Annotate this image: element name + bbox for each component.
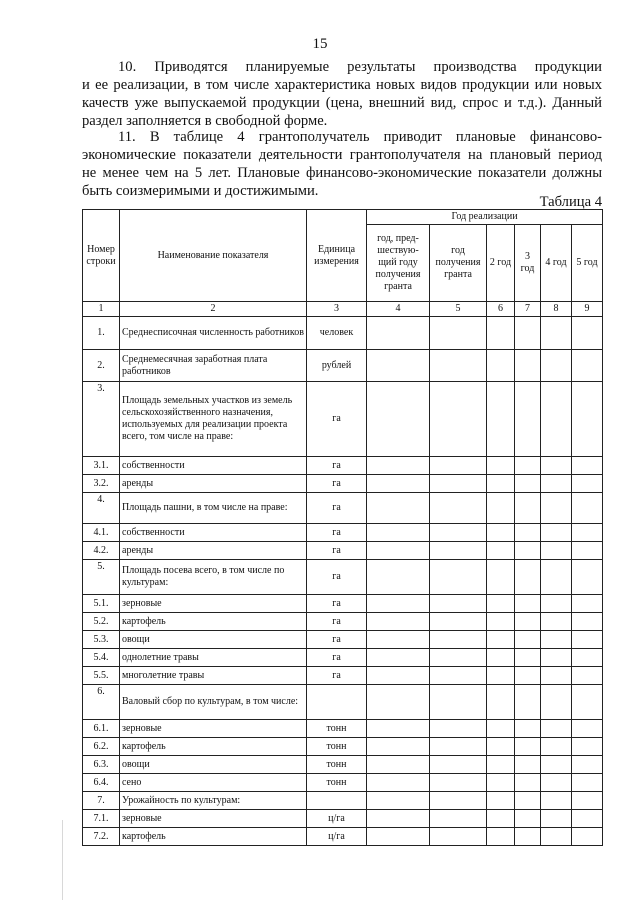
page-number: 15 [312, 36, 328, 52]
value-cell[interactable] [515, 685, 541, 720]
row-unit: ц/га [307, 828, 367, 846]
paragraph-line: раздел заполняется в свободной форме. [82, 113, 328, 129]
value-cell[interactable] [541, 756, 572, 774]
row-indicator: сено [120, 774, 307, 792]
column-number: 7 [515, 302, 541, 317]
financial-indicators-table [82, 209, 603, 846]
value-cell[interactable] [367, 457, 430, 475]
value-cell[interactable] [541, 317, 572, 350]
column-number: 6 [487, 302, 515, 317]
row-number: 6.2. [83, 738, 120, 756]
table-row [83, 560, 603, 595]
table-row [83, 613, 603, 631]
value-cell[interactable] [430, 475, 487, 493]
column-number: 3 [307, 302, 367, 317]
value-cell[interactable] [367, 613, 430, 631]
value-cell[interactable] [367, 828, 430, 846]
row-unit: га [307, 560, 367, 595]
row-number: 4.1. [83, 524, 120, 542]
value-cell[interactable] [572, 350, 603, 382]
value-cell[interactable] [572, 792, 603, 810]
value-cell[interactable] [541, 560, 572, 595]
row-indicator: зерновые [120, 810, 307, 828]
row-number: 7.2. [83, 828, 120, 846]
row-indicator: собственности [120, 457, 307, 475]
table-row [83, 382, 603, 457]
value-cell[interactable] [367, 595, 430, 613]
table-caption: Таблица 4 [539, 194, 602, 210]
value-cell[interactable] [367, 382, 430, 457]
row-indicator: овощи [120, 756, 307, 774]
paragraph-line: 11. В таблице 4 грантополучатель приводит плановые финансово- [118, 129, 602, 145]
value-cell[interactable] [367, 524, 430, 542]
value-cell[interactable] [541, 774, 572, 792]
value-cell[interactable] [487, 493, 515, 524]
table-row [83, 457, 603, 475]
row-unit: ц/га [307, 810, 367, 828]
header-year-5: 5 год [572, 225, 603, 302]
value-cell[interactable] [487, 667, 515, 685]
paragraph-10 [82, 58, 602, 130]
row-indicator: овощи [120, 631, 307, 649]
row-unit: рублей [307, 350, 367, 382]
value-cell[interactable] [487, 613, 515, 631]
value-cell[interactable] [367, 756, 430, 774]
column-number: 8 [541, 302, 572, 317]
value-cell[interactable] [430, 560, 487, 595]
value-cell[interactable] [367, 317, 430, 350]
row-number: 1. [83, 317, 120, 350]
header-grant-year: год получения гранта [430, 225, 487, 302]
row-indicator: картофель [120, 613, 307, 631]
value-cell[interactable] [430, 792, 487, 810]
value-cell[interactable] [487, 595, 515, 613]
value-cell[interactable] [487, 524, 515, 542]
table-row [83, 524, 603, 542]
paragraph-line: 10. Приводятся планируемые результаты производства продукции [118, 59, 602, 75]
row-unit: га [307, 475, 367, 493]
value-cell[interactable] [487, 350, 515, 382]
row-unit: га [307, 667, 367, 685]
value-cell[interactable] [541, 720, 572, 738]
row-unit: га [307, 595, 367, 613]
value-cell[interactable] [572, 560, 603, 595]
value-cell[interactable] [430, 350, 487, 382]
value-cell[interactable] [430, 613, 487, 631]
value-cell[interactable] [541, 350, 572, 382]
value-cell[interactable] [572, 667, 603, 685]
header-prev-year: год, пред-шествую-щий году получения гранта [367, 225, 430, 302]
value-cell[interactable] [541, 649, 572, 667]
value-cell[interactable] [430, 720, 487, 738]
row-indicator: аренды [120, 475, 307, 493]
row-indicator: зерновые [120, 720, 307, 738]
row-unit [307, 792, 367, 810]
value-cell[interactable] [572, 685, 603, 720]
row-number: 6. [83, 685, 120, 720]
row-indicator: аренды [120, 542, 307, 560]
row-indicator: картофель [120, 738, 307, 756]
value-cell[interactable] [487, 457, 515, 475]
table-row [83, 756, 603, 774]
value-cell[interactable] [367, 631, 430, 649]
value-cell[interactable] [541, 595, 572, 613]
row-number: 5.1. [83, 595, 120, 613]
value-cell[interactable] [572, 542, 603, 560]
value-cell[interactable] [430, 667, 487, 685]
value-cell[interactable] [515, 457, 541, 475]
value-cell[interactable] [515, 350, 541, 382]
table-row [83, 631, 603, 649]
row-indicator: собственности [120, 524, 307, 542]
value-cell[interactable] [430, 493, 487, 524]
value-cell[interactable] [367, 475, 430, 493]
value-cell[interactable] [430, 457, 487, 475]
value-cell[interactable] [430, 649, 487, 667]
column-number: 4 [367, 302, 430, 317]
row-indicator: Среднесписочная численность работников [120, 317, 307, 350]
value-cell[interactable] [367, 738, 430, 756]
row-indicator: однолетние травы [120, 649, 307, 667]
row-indicator: Валовый сбор по культурам, в том числе: [120, 685, 307, 720]
header-year-group: Год реализации [367, 210, 603, 225]
value-cell[interactable] [541, 382, 572, 457]
row-unit: га [307, 613, 367, 631]
value-cell[interactable] [572, 613, 603, 631]
value-cell[interactable] [430, 524, 487, 542]
value-cell[interactable] [487, 317, 515, 350]
row-indicator: Площадь пашни, в том числе на праве: [120, 493, 307, 524]
value-cell[interactable] [515, 649, 541, 667]
value-cell[interactable] [541, 828, 572, 846]
value-cell[interactable] [515, 613, 541, 631]
row-number: 3.2. [83, 475, 120, 493]
value-cell[interactable] [367, 560, 430, 595]
value-cell[interactable] [515, 828, 541, 846]
row-number: 5.2. [83, 613, 120, 631]
table-row [83, 350, 603, 382]
value-cell[interactable] [430, 685, 487, 720]
value-cell[interactable] [367, 649, 430, 667]
header-row-number: Номер строки [83, 210, 120, 302]
value-cell[interactable] [572, 475, 603, 493]
value-cell[interactable] [515, 774, 541, 792]
value-cell[interactable] [430, 317, 487, 350]
row-unit: человек [307, 317, 367, 350]
value-cell[interactable] [572, 457, 603, 475]
row-unit: га [307, 524, 367, 542]
value-cell[interactable] [487, 738, 515, 756]
value-cell[interactable] [487, 828, 515, 846]
value-cell[interactable] [515, 524, 541, 542]
value-cell[interactable] [572, 649, 603, 667]
row-unit: га [307, 649, 367, 667]
value-cell[interactable] [367, 542, 430, 560]
row-number: 2. [83, 350, 120, 382]
row-number: 3.1. [83, 457, 120, 475]
value-cell[interactable] [541, 685, 572, 720]
value-cell[interactable] [430, 631, 487, 649]
value-cell[interactable] [572, 756, 603, 774]
row-unit: тонн [307, 738, 367, 756]
paragraph-line: и ее реализации, в том числе характеристика новых видов продукции или новых [82, 77, 602, 93]
row-unit: тонн [307, 720, 367, 738]
header-unit: Единица измерения [307, 210, 367, 302]
value-cell[interactable] [572, 774, 603, 792]
value-cell[interactable] [367, 685, 430, 720]
value-cell[interactable] [430, 774, 487, 792]
value-cell[interactable] [541, 475, 572, 493]
table-row [83, 685, 603, 720]
value-cell[interactable] [487, 792, 515, 810]
value-cell[interactable] [367, 720, 430, 738]
value-cell[interactable] [367, 774, 430, 792]
column-number: 9 [572, 302, 603, 317]
value-cell[interactable] [515, 475, 541, 493]
header-year-2: 2 год [487, 225, 515, 302]
value-cell[interactable] [430, 542, 487, 560]
row-indicator: многолетние травы [120, 667, 307, 685]
row-number: 4. [83, 493, 120, 524]
value-cell[interactable] [541, 493, 572, 524]
value-cell[interactable] [572, 631, 603, 649]
value-cell[interactable] [515, 792, 541, 810]
column-number: 2 [120, 302, 307, 317]
table-row [83, 667, 603, 685]
row-indicator: зерновые [120, 595, 307, 613]
row-number: 7. [83, 792, 120, 810]
value-cell[interactable] [430, 595, 487, 613]
value-cell[interactable] [541, 810, 572, 828]
row-unit: тонн [307, 756, 367, 774]
value-cell[interactable] [515, 631, 541, 649]
table-row [83, 595, 603, 613]
table-row [83, 738, 603, 756]
value-cell[interactable] [541, 792, 572, 810]
value-cell[interactable] [541, 667, 572, 685]
paragraph-line: качеств уже выпускаемой продукции (цена, внешний вид, спрос и т.д.). Данный [82, 95, 602, 111]
value-cell[interactable] [367, 810, 430, 828]
row-unit: га [307, 457, 367, 475]
row-number: 7.1. [83, 810, 120, 828]
value-cell[interactable] [430, 382, 487, 457]
value-cell[interactable] [515, 738, 541, 756]
row-indicator: Площадь посева всего, в том числе по культурам: [120, 560, 307, 595]
row-number: 5.4. [83, 649, 120, 667]
value-cell[interactable] [487, 685, 515, 720]
value-cell[interactable] [487, 649, 515, 667]
header-year-4: 4 год [541, 225, 572, 302]
table-row [83, 792, 603, 810]
row-number: 5.3. [83, 631, 120, 649]
table-row [83, 649, 603, 667]
table-row [83, 542, 603, 560]
value-cell[interactable] [572, 317, 603, 350]
value-cell[interactable] [367, 667, 430, 685]
paragraph-11 [82, 128, 602, 200]
value-cell[interactable] [541, 457, 572, 475]
value-cell[interactable] [487, 810, 515, 828]
value-cell[interactable] [541, 542, 572, 560]
scan-margin-line [62, 820, 63, 900]
value-cell[interactable] [572, 595, 603, 613]
value-cell[interactable] [515, 493, 541, 524]
header-year-3: 3 год [515, 225, 541, 302]
value-cell[interactable] [541, 613, 572, 631]
row-unit: га [307, 493, 367, 524]
row-number: 6.4. [83, 774, 120, 792]
paragraph-line: экономические показатели деятельности грантополучателя на плановый период [82, 147, 602, 163]
paragraph-line: быть соизмеримыми и достижимыми. [82, 183, 319, 199]
column-number: 1 [83, 302, 120, 317]
value-cell[interactable] [430, 738, 487, 756]
row-number: 6.3. [83, 756, 120, 774]
row-number: 5. [83, 560, 120, 595]
value-cell[interactable] [515, 542, 541, 560]
value-cell[interactable] [541, 524, 572, 542]
row-indicator: Площадь земельных участков из земель сельскохозяйственного назначения, используемых для реализации проекта всего, том числе на праве: [120, 382, 307, 457]
value-cell[interactable] [515, 720, 541, 738]
value-cell[interactable] [367, 493, 430, 524]
table-row [83, 720, 603, 738]
value-cell[interactable] [572, 810, 603, 828]
value-cell[interactable] [515, 382, 541, 457]
value-cell[interactable] [487, 542, 515, 560]
row-indicator: Среднемесячная заработная плата работников [120, 350, 307, 382]
value-cell[interactable] [487, 475, 515, 493]
table-row [83, 774, 603, 792]
value-cell[interactable] [487, 720, 515, 738]
value-cell[interactable] [487, 756, 515, 774]
row-indicator: Урожайность по культурам: [120, 792, 307, 810]
value-cell[interactable] [430, 828, 487, 846]
value-cell[interactable] [430, 756, 487, 774]
value-cell[interactable] [430, 810, 487, 828]
value-cell[interactable] [367, 792, 430, 810]
table-row [83, 475, 603, 493]
row-unit: га [307, 542, 367, 560]
value-cell[interactable] [572, 493, 603, 524]
value-cell[interactable] [572, 524, 603, 542]
column-number: 5 [430, 302, 487, 317]
header-indicator: Наименование показателя [120, 210, 307, 302]
value-cell[interactable] [515, 560, 541, 595]
value-cell[interactable] [572, 828, 603, 846]
row-number: 6.1. [83, 720, 120, 738]
value-cell[interactable] [487, 382, 515, 457]
value-cell[interactable] [515, 317, 541, 350]
value-cell[interactable] [572, 382, 603, 457]
paragraph-line: не менее чем на 5 лет. Плановые финансово-экономические показатели должны [82, 165, 602, 181]
row-indicator: картофель [120, 828, 307, 846]
value-cell[interactable] [515, 595, 541, 613]
row-number: 3. [83, 382, 120, 457]
value-cell[interactable] [515, 756, 541, 774]
row-unit: га [307, 631, 367, 649]
value-cell[interactable] [572, 720, 603, 738]
value-cell[interactable] [541, 631, 572, 649]
row-unit: га [307, 382, 367, 457]
table-row [83, 317, 603, 350]
row-unit: тонн [307, 774, 367, 792]
value-cell[interactable] [515, 667, 541, 685]
value-cell[interactable] [487, 631, 515, 649]
table-row [83, 493, 603, 524]
value-cell[interactable] [487, 774, 515, 792]
value-cell[interactable] [487, 560, 515, 595]
table-row [83, 810, 603, 828]
value-cell[interactable] [572, 738, 603, 756]
row-number: 4.2. [83, 542, 120, 560]
table-row [83, 828, 603, 846]
row-number: 5.5. [83, 667, 120, 685]
value-cell[interactable] [541, 738, 572, 756]
value-cell[interactable] [367, 350, 430, 382]
row-unit [307, 685, 367, 720]
value-cell[interactable] [515, 810, 541, 828]
